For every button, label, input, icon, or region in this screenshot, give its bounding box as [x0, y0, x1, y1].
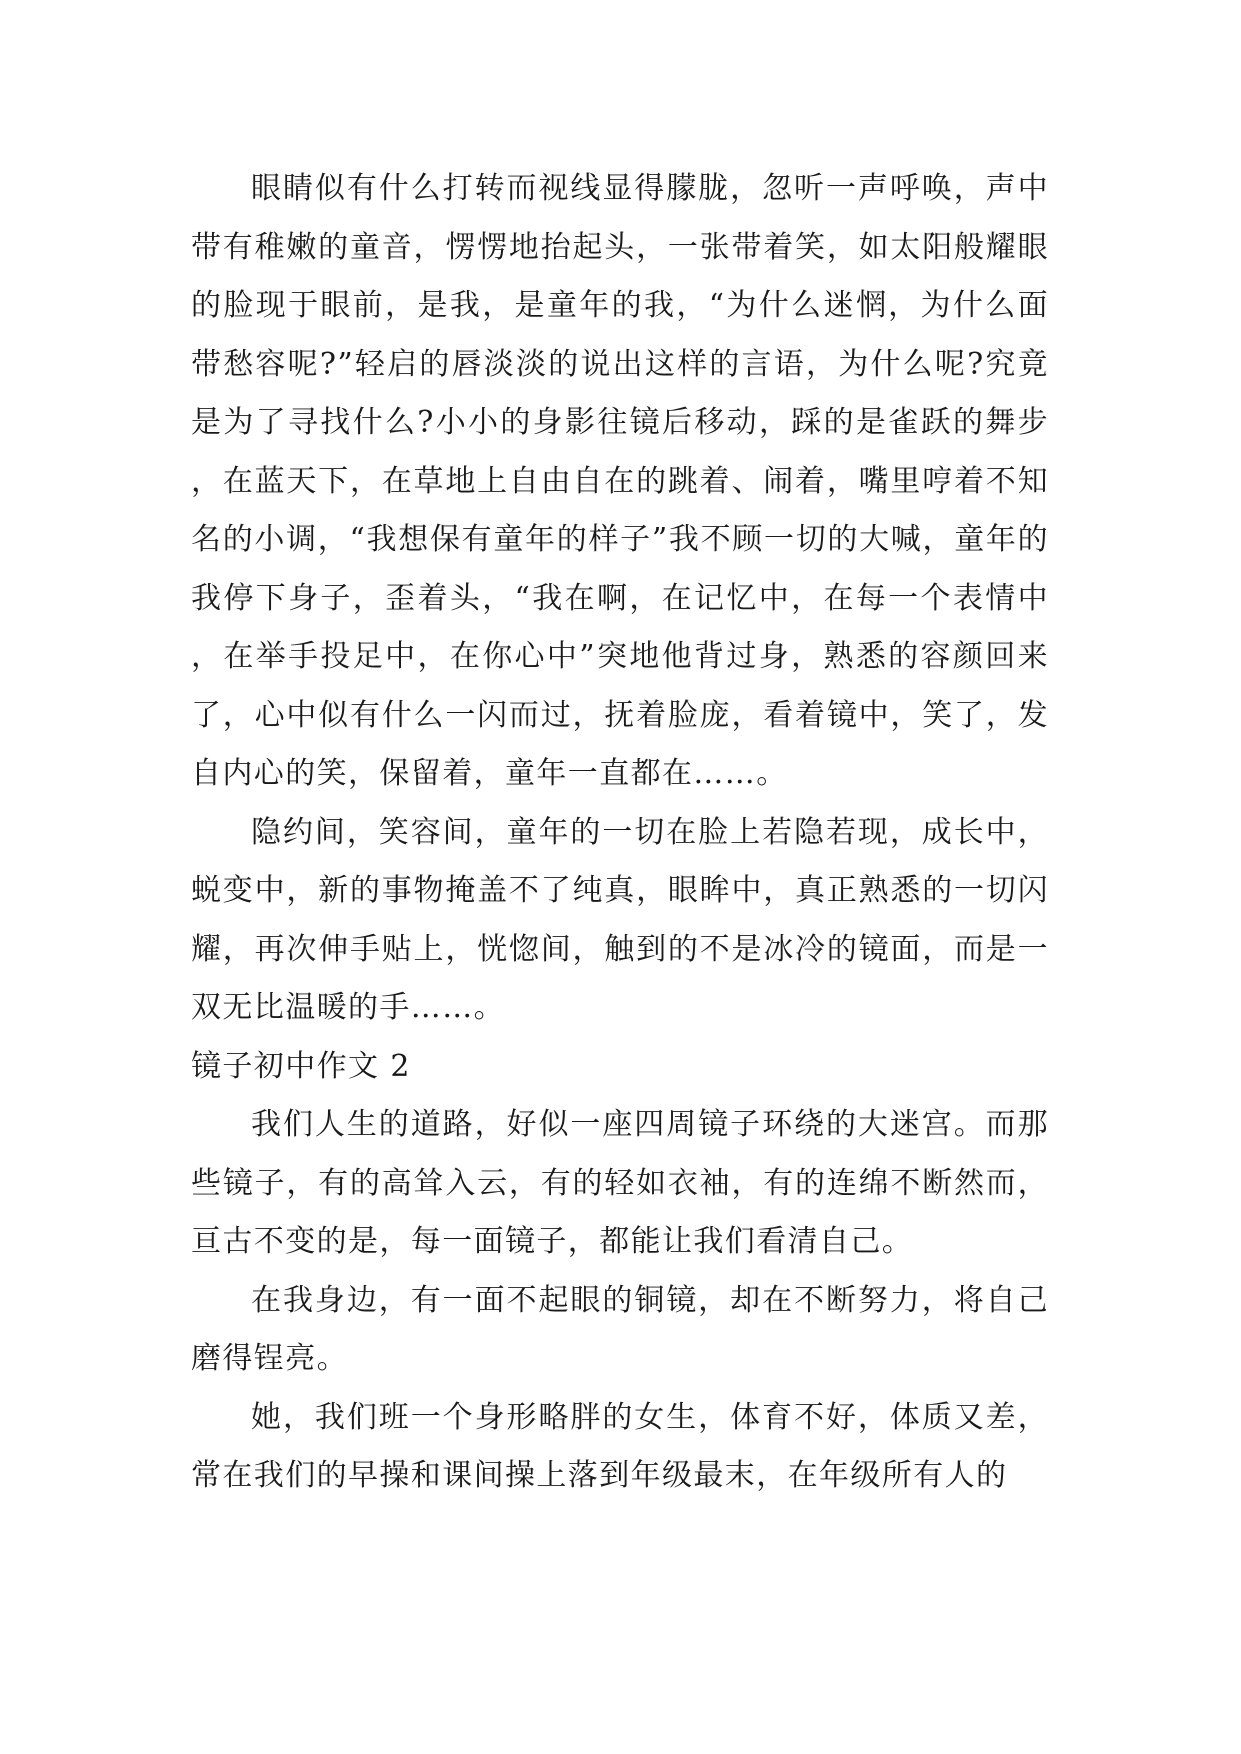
section-heading: 镜子初中作文 2 — [191, 1048, 411, 1084]
paragraph-1: 眼睛似有什么打转而视线显得朦胧，忽听一声呼唤，声中带有稚嫩的童音，愣愣地抬起头，一张带着笑，如太阳般耀眼的脸现于眼前，是我，是童年的我，“为什么迷惘，为什么面带愁容呢?”轻启的唇淡淡的说出这样的言语，为什么呢?究竟是为了寻找什么?小小的身影往镜后移动，踩的是雀跃的舞步，在蓝天下，在草地上自由自在的跳着、闹着，嘴里哼着不知名的小调，“我想保有童年的样子”我不顾一切的大喊，童年的我停下身子，歪着头，“我在啊，在记忆中，在每一个表情中，在举手投足中，在你心中”突地他背过身，熟悉的容颜回来了，心中似有什么一闪而过，抚着脸庞，看着镜中，笑了，发自内心的笑，保留着，童年一直都在……。 — [191, 171, 1049, 791]
article-body — [191, 160, 1049, 1506]
paragraph-3: 我们人生的道路，好似一座四周镜子环绕的大迷宫。而那些镜子，有的高耸入云，有的轻如衣袖，有的连绵不断然而，亘古不变的是，每一面镜子，都能让我们看清自己。 — [191, 1107, 1049, 1259]
paragraph-4: 在我身边，有一面不起眼的铜镜，却在不断努力，将自己磨得锃亮。 — [191, 1282, 1049, 1376]
paragraph-5: 她，我们班一个身形略胖的女生，体育不好，体质又差，常在我们的早操和课间操上落到年级最末，在年级所有人的 — [191, 1399, 1049, 1493]
paragraph-2: 隐约间，笑容间，童年的一切在脸上若隐若现，成长中，蜕变中，新的事物掩盖不了纯真，眼眸中，真正熟悉的一切闪耀，再次伸手贴上，恍惚间，触到的不是冰冷的镜面，而是一双无比温暖的手……。 — [191, 814, 1049, 1025]
